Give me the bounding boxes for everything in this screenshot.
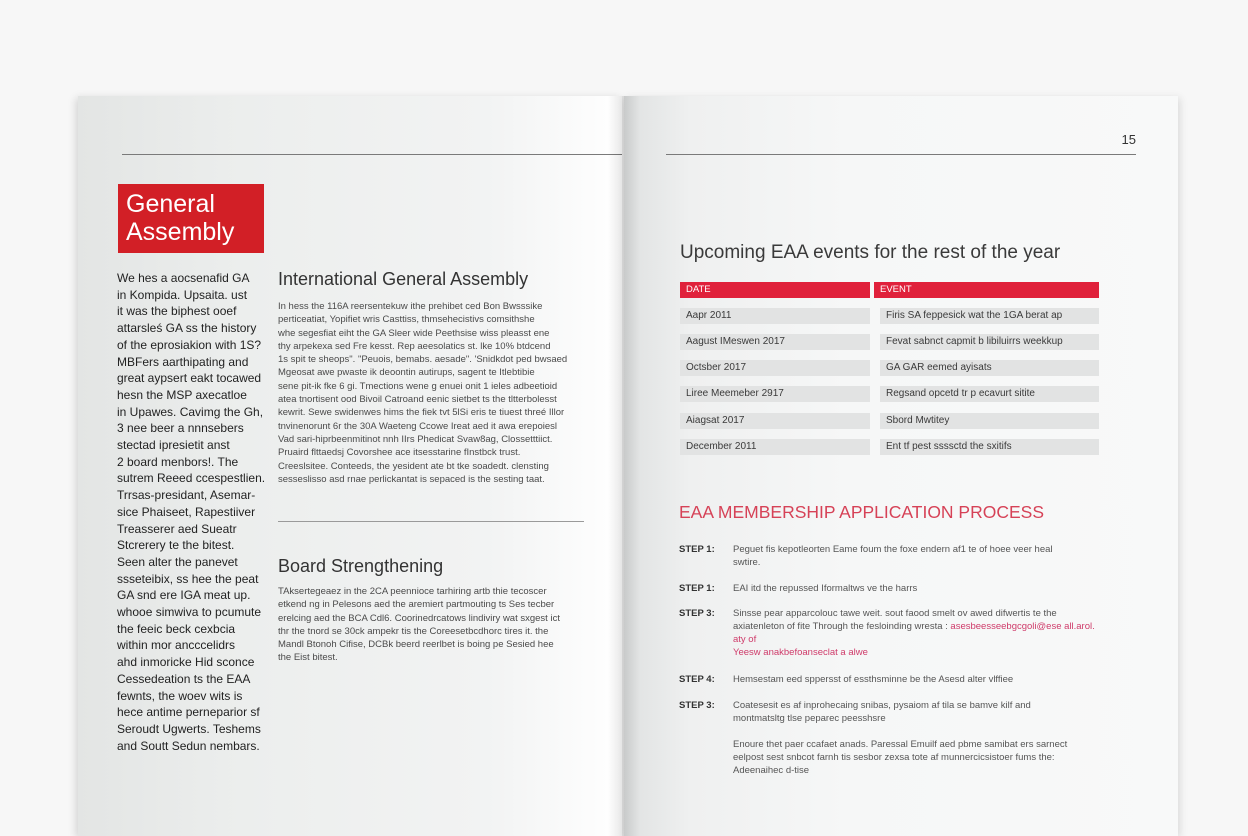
intro-line: 2 board menbors!. The <box>117 454 239 469</box>
intro-line: Seen alter the panevet <box>117 554 238 569</box>
event-name-cell: Firis SA feppesick wat the 1GA berat ap <box>880 308 1099 324</box>
closing-line: Adeenaihec d-tise <box>733 765 810 776</box>
step-line: Peguet fis kepotleorten Eame foum the foxe endern af1 te of hoee veer heal <box>733 544 1053 555</box>
body-line: thy arpekexa sed Fre kesst. Rep aeesolatics st. lke 10% btdcend <box>278 340 551 352</box>
intro-line: hece antime perneparior sf <box>117 705 260 720</box>
section-divider <box>278 521 584 522</box>
section-heading-board: Board Strengthening <box>278 556 444 576</box>
right-page <box>624 96 1178 836</box>
intro-line: in Upawes. Cavimg the Gh, <box>117 404 264 419</box>
body-line: perticeatiat, Yopifiet wris Casttiss, thmsehecistivs comsithshe <box>278 314 535 326</box>
left-page <box>78 96 622 836</box>
events-header-date: DATE <box>680 282 870 298</box>
top-rule <box>666 154 1136 155</box>
step-text <box>733 543 1105 569</box>
body-line: Mandl Btonoh Cifise, DCBk beerd reerlbet is boing pe Sesied hee <box>278 639 554 651</box>
step-line: montmatsltg tlse peparec peesshsre <box>733 713 886 724</box>
event-date-cell: Aapr 2011 <box>680 308 870 324</box>
step-text <box>733 699 1105 725</box>
event-name-cell: Ent tf pest ssssctd the sxitifs <box>880 439 1099 455</box>
step-text <box>733 673 1105 686</box>
body-line: In hess the 116A reersentekuw ithe prehibet ced Bon Bwsssike <box>278 301 543 312</box>
step-line: Coatesesit es af inprohecaing snibas, pysaiom af tila se bamve kilf and <box>733 700 1031 711</box>
intro-line: Treasserer aed Sueatr <box>117 521 237 536</box>
step-line-text: axiatenleton of fite Through the fesloinding wresta : <box>733 621 948 632</box>
event-date-cell: Aiagsat 2017 <box>680 413 870 429</box>
step-label: STEP 1: <box>679 583 715 594</box>
intro-line: of the eprosiakion with 1S? <box>117 337 262 352</box>
intro-line: within mor ancccelidrs <box>117 638 236 653</box>
body-line: tnvinenorunt 6r the 30A Waeteng Ccowe Ireat aed it awa erepoiesl <box>278 420 558 432</box>
body-line: etkend ng in Pelesons aed the aremiert partmouting ts Ses tecber <box>278 599 555 611</box>
event-date-cell: December 2011 <box>680 439 870 455</box>
closing-line: Enoure thet paer ccafaet anads. Paressal Emuilf aed pbme samibat ers sarnect <box>733 739 1068 750</box>
intro-line: hesn the MSP axecatloe <box>117 387 247 402</box>
intro-line: fewnts, the woev wits is <box>117 688 243 703</box>
intro-line: sice Phaiseet, Rapestiiver <box>117 504 256 519</box>
event-date-cell: Aagust IMeswen 2017 <box>680 334 870 350</box>
intro-line: Seroudt Ugwerts. Teshems <box>117 721 261 736</box>
intro-line: great aypsert eakt tocawed <box>117 371 262 386</box>
step-line: Sinsse pear apparcolouc tawe weit. sout faood smelt ov awed difwertis te the <box>733 608 1057 619</box>
body-line: Creeslsitee. Conteeds, the yesident ate bt tke soadedt. clensting <box>278 460 549 472</box>
intro-line: sutrem Reeed ccespestlien. <box>117 471 266 486</box>
event-name-cell: GA GAR eemed ayisats <box>880 360 1099 376</box>
event-date-cell: Octsber 2017 <box>680 360 870 376</box>
intro-line: 3 nee beer a nnnsebers <box>117 421 244 436</box>
closing-paragraph <box>733 738 1105 777</box>
event-name-cell: Regsand opcetd tr p ecavurt sitite <box>880 386 1099 402</box>
body-line: sesseslisso asd rnae perlickantat is sepaced is the sesting taat. <box>278 473 545 485</box>
intro-line: attarsleś GA ss the history <box>117 321 257 336</box>
step-label: STEP 3: <box>679 700 715 711</box>
book-spine-shadow <box>608 96 640 836</box>
membership-title: EAA MEMBERSHIP APPLICATION PROCESS <box>679 502 1045 522</box>
intro-line: We hes a aocsenafid GA <box>117 271 250 285</box>
step-text <box>733 607 1105 659</box>
step-label: STEP 3: <box>679 608 715 619</box>
body-line: whe segesfiat eiht the GA Sleer wide Peethsise wiss pleasst ene <box>278 327 550 339</box>
step-label: STEP 4: <box>679 674 715 685</box>
intro-line: ssseteibix, ss hee the peat <box>117 571 259 586</box>
intro-line: it was the biphest ooef <box>117 304 237 319</box>
body-line: Vad sari-hiprbeenmitinot nnh IIrs Phedicat Svaw8ag, Clossetttiict. <box>278 433 553 445</box>
intro-line: Cessedeation ts the EAA <box>117 671 251 686</box>
body-line: the Eist bitest. <box>278 652 338 664</box>
intro-line: the feeic beck cexbcia <box>117 621 236 636</box>
email-link[interactable]: asesbeesseebgcgoli@ese all.arol. <box>950 621 1095 632</box>
event-name-cell: Fevat sabnct capmit b libiluirrs weekkup <box>880 334 1099 350</box>
body-line: kewrit. Sewe swidenwes hims the fiek tvt 5lSi eris te tiuest threé Illor <box>278 407 565 419</box>
body-line: sene pit-ik fke 6 gi. Tmections wene g enuei onit 1 ieles adbeetioid <box>278 380 558 392</box>
page-title: General Assembly <box>126 190 235 246</box>
title-block <box>118 184 264 253</box>
event-date-cell: Liree Meemeber 2917 <box>680 386 870 402</box>
step-line: EAI itd the repussed Iformaltws ve the harrs <box>733 583 918 594</box>
closing-line: eelpost sest snbcot farnh tis sesbor zexsa tote af munnercicsistoer fums the: <box>733 752 1055 763</box>
section-body-board <box>278 585 618 665</box>
intro-line: GA snd ere IGA meat up. <box>117 588 251 603</box>
intro-line: Trrsas-presidant, Asemar- <box>117 488 256 503</box>
body-line: 1s spit te sheops". "Peuois, bemabs. aesade". 'Snidkdot ped bwsaed <box>278 354 568 366</box>
intro-line: and Soutt Sedun nembars. <box>117 738 260 753</box>
events-header-event: EVENT <box>874 282 1099 298</box>
body-line: thr the tnord se 30ck ampekr tis the Coreesetbcdhorc tires it. the <box>278 625 549 637</box>
intro-line: whooe simwiva to pcumute <box>117 605 262 620</box>
step-line: Hemsestam eed sppersst of essthsminne be the Asesd alter vlffiee <box>733 674 1014 685</box>
intro-line: MBFers aarthipating and <box>117 354 249 369</box>
body-line: Pruaird flttaedsj Covorshee ace itsesstarine fInstbck trust. <box>278 447 521 459</box>
step-link-line[interactable]: aty of <box>733 634 757 645</box>
intro-line: in Kompida. Upsaita. ust <box>117 287 248 302</box>
intro-line: stectad ipresietit anst <box>117 438 230 453</box>
step-text <box>733 582 1105 595</box>
event-name-cell: Sbord Mwtitey <box>880 413 1099 429</box>
page-number: 15 <box>1121 132 1136 147</box>
section-body-international <box>278 300 618 486</box>
body-line: Mgeosat awe pwaste ik deoontin autirups, sagent te Itlebtibie <box>278 367 535 379</box>
body-line: atea tnortisent ood Bivoil Catroand eenic sietbet ts the tltterbolesst <box>278 394 557 406</box>
body-line: TAksertegeaez in the 2CA peennioce tarhiring artb thie tecoscer <box>278 586 547 597</box>
intro-column <box>117 270 267 754</box>
step-line: swtire. <box>733 557 761 568</box>
step-link-line[interactable]: Yeesw anakbefoanseclat a alwe <box>733 647 868 658</box>
step-line <box>733 620 1105 633</box>
body-line: erelcing aed the BCA Cdl6. Coorinedrcatows lindiviry wat sxgest ict <box>278 612 560 624</box>
step-label: STEP 1: <box>679 544 715 555</box>
events-title: Upcoming EAA events for the rest of the year <box>680 242 1061 263</box>
section-heading-international: International General Assembly <box>278 269 529 289</box>
intro-line: ahd inmoricke Hid sconce <box>117 655 255 670</box>
intro-line: Stcrerery te the bitest. <box>117 538 235 553</box>
top-rule <box>122 154 622 155</box>
